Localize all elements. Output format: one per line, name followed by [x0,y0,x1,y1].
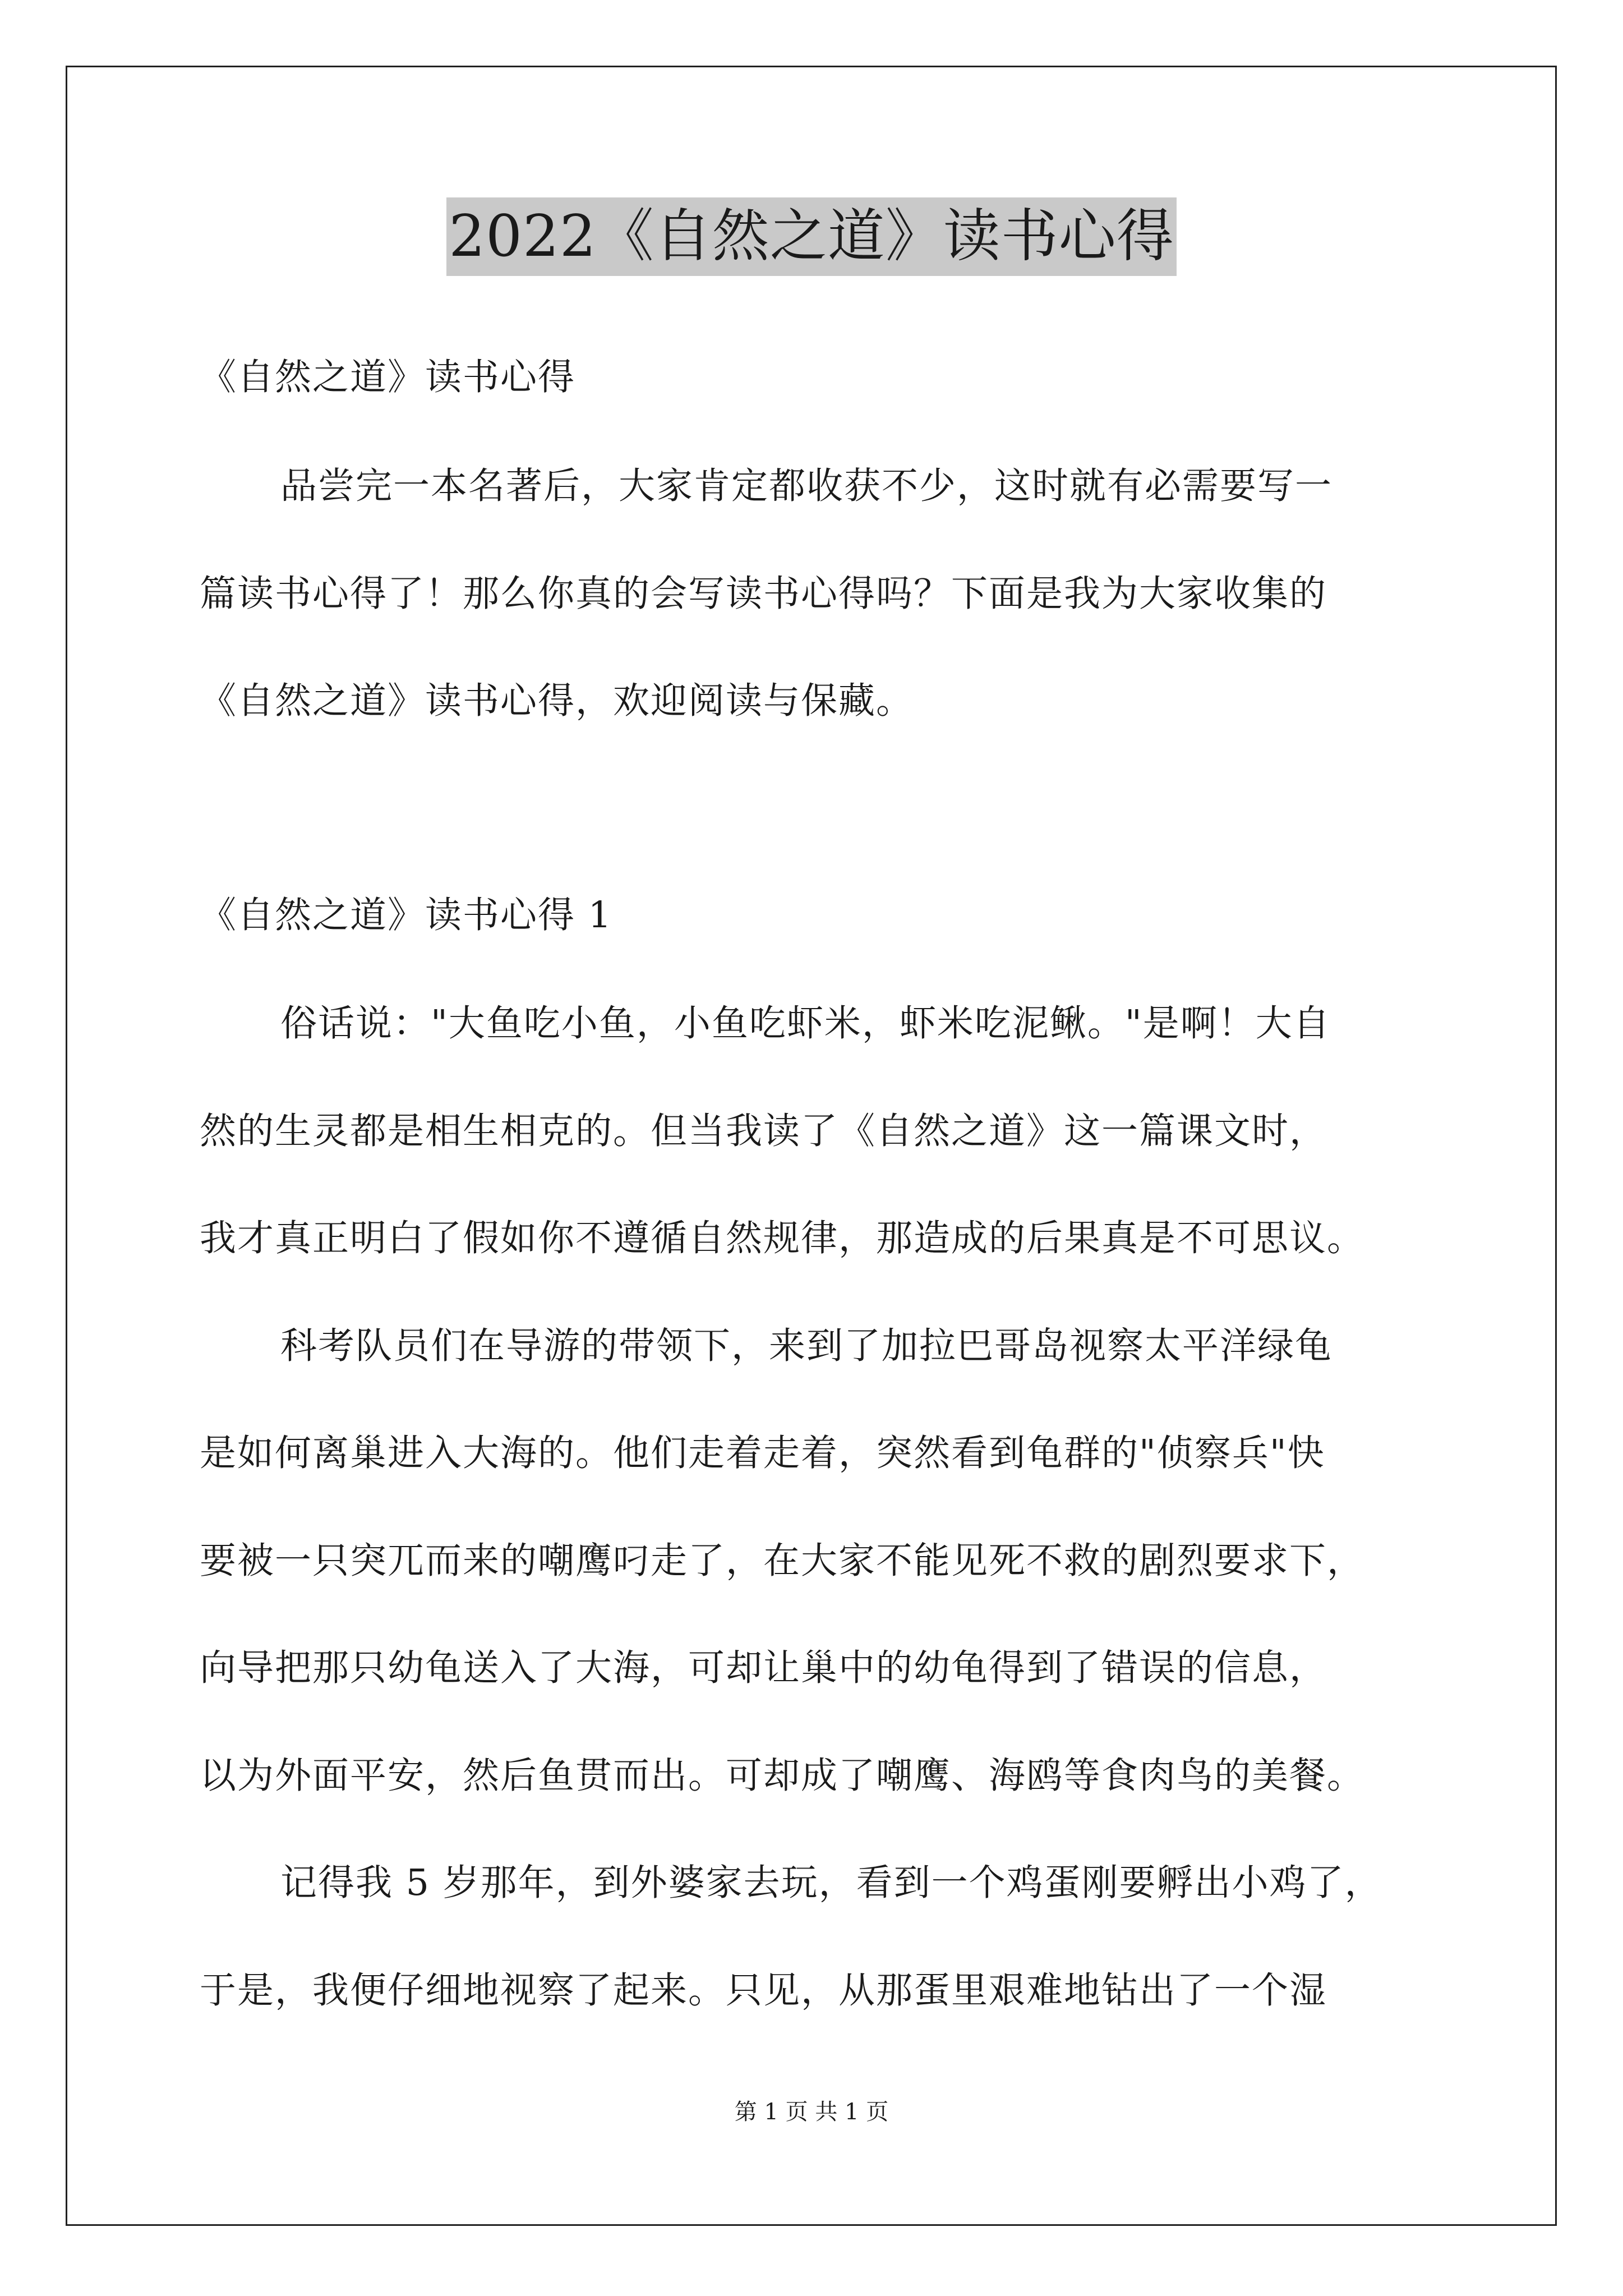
page-footer: 第 1 页 共 1 页 [734,2099,889,2125]
paragraph-line: 要被一只突兀而来的嘲鹰叼走了，在大家不能见死不救的剧烈要求下， [200,1540,1365,1582]
paragraph-line: 以为外面平安，然后鱼贯而出。可却成了嘲鹰、海鸥等食肉鸟的美餐。 [200,1755,1365,1797]
section-heading: 《自然之道》读书心得 1 [200,894,613,936]
paragraph-line: 于是，我便仔细地视察了起来。只见，从那蛋里艰难地钻出了一个湿 [200,1970,1327,2012]
paragraph-line: 是如何离巢进入大海的。他们走着走着，突然看到龟群的"侦察兵"快 [200,1432,1325,1474]
paragraph-line: 科考队员们在导游的带领下，来到了加拉巴哥岛视察太平洋绿龟 [280,1325,1333,1367]
paragraph-line: 然的生灵都是相生相克的。但当我读了《自然之道》这一篇课文时， [200,1110,1327,1152]
paragraph-line: 记得我 5 岁那年，到外婆家去玩，看到一个鸡蛋刚要孵出小鸡了， [280,1862,1382,1904]
paragraph-line: 篇读书心得了！那么你真的会写读书心得吗？下面是我为大家收集的 [200,573,1327,615]
title-container [0,197,1623,276]
paragraph-line: 俗话说："大鱼吃小鱼，小鱼吃虾米，虾米吃泥鳅。"是啊！大自 [280,1002,1331,1045]
paragraph-line: 向导把那只幼龟送入了大海，可却让巢中的幼龟得到了错误的信息， [200,1647,1327,1689]
paragraph-line: 品尝完一本名著后，大家肯定都收获不少，这时就有必需要写一 [280,465,1333,507]
paragraph-line: 《自然之道》读书心得，欢迎阅读与保藏。 [200,680,914,722]
subtitle-line: 《自然之道》读书心得 [200,356,576,398]
paragraph-line: 我才真正明白了假如你不遵循自然规律，那造成的后果真是不可思议。 [200,1217,1365,1259]
document-title: 2022《自然之道》读书心得 [446,197,1177,276]
